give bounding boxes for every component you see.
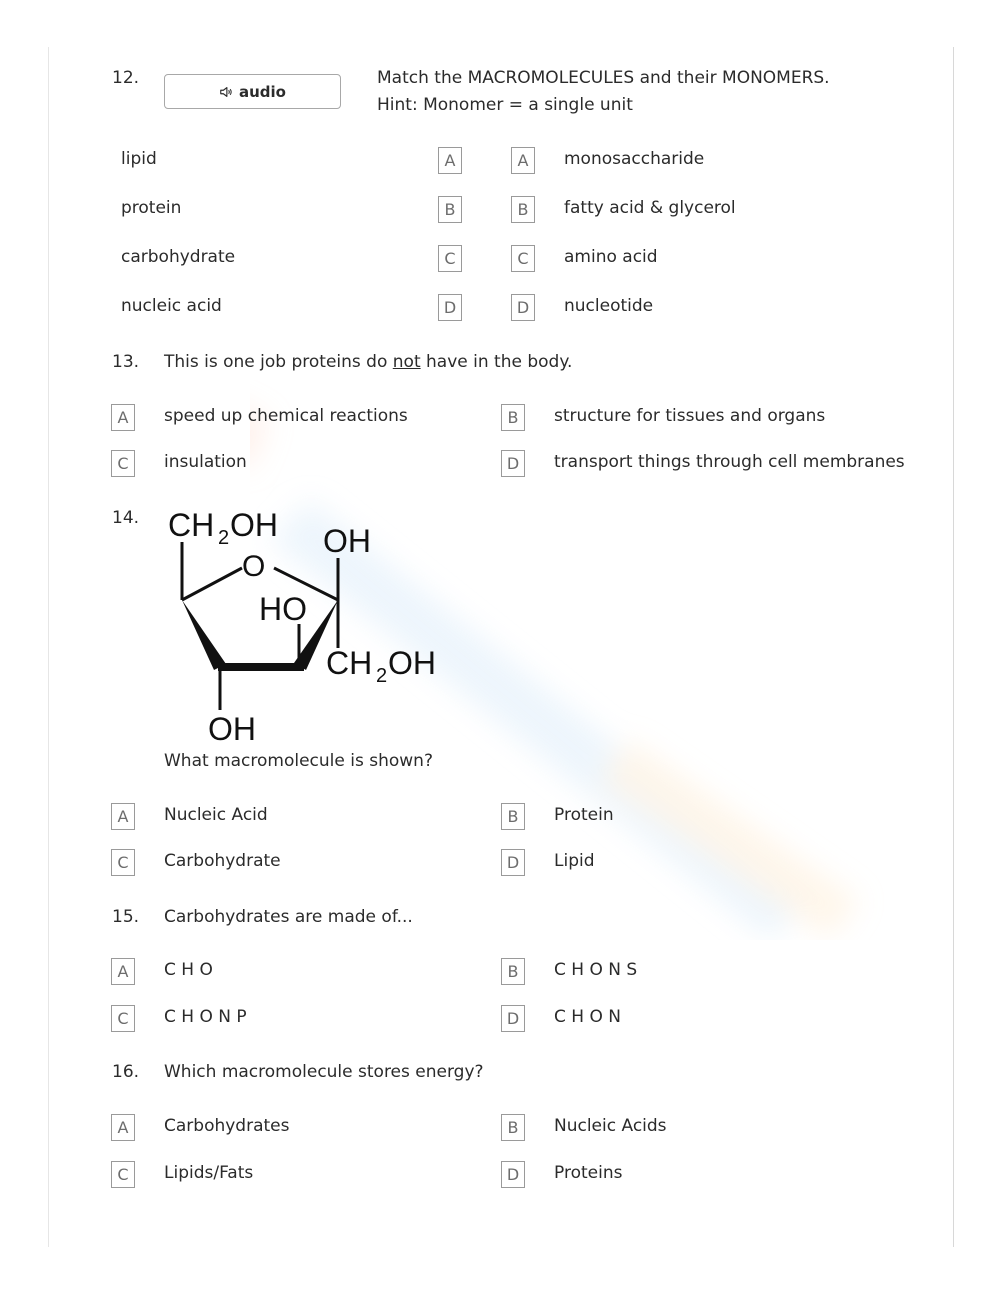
match-left-item: protein [121,198,182,218]
letter-box-a: A [511,147,535,174]
answer-box-a[interactable]: A [438,147,462,174]
option-a-text: Carbohydrates [164,1116,290,1136]
answer-box-b[interactable]: B [438,196,462,223]
letter-box-b: B [511,196,535,223]
svg-text:HO: HO [259,591,307,627]
audio-button[interactable] [164,74,341,109]
match-left-item: nucleic acid [121,296,222,316]
prompt-text: This is one job proteins do [164,352,393,372]
question-13-number: 13. [112,352,140,372]
option-d-box[interactable]: D [501,450,525,477]
option-a-box[interactable]: A [111,803,135,830]
option-c-text: Lipids/Fats [164,1163,254,1183]
match-right-item: nucleotide [564,296,654,316]
option-a-box[interactable]: A [111,958,135,985]
option-d-box[interactable]: D [501,1161,525,1188]
option-b-text: Protein [554,805,614,825]
svg-text:CH: CH [326,645,373,681]
option-c-box[interactable]: C [111,1005,135,1032]
match-right-item: amino acid [564,247,658,267]
answer-box-d[interactable]: D [438,294,462,321]
svg-text:OH: OH [323,523,371,559]
page-border-right [953,47,954,1247]
fructose-structure-diagram [160,500,460,750]
option-b-text: C H O N S [554,960,638,980]
question-14-number: 14. [112,508,140,528]
question-16-number: 16. [112,1062,140,1082]
option-c-text: C H O N P [164,1007,247,1027]
letter-box-d: D [511,294,535,321]
svg-text:OH: OH [388,645,436,681]
option-b-box[interactable]: B [501,803,525,830]
option-d-text: Lipid [554,851,595,871]
question-15-number: 15. [112,907,140,927]
option-d-text: C H O N [554,1007,621,1027]
option-c-text: Carbohydrate [164,851,281,871]
option-d-box[interactable]: D [501,849,525,876]
answer-box-c[interactable]: C [438,245,462,272]
option-c-box[interactable]: C [111,849,135,876]
option-b-text: structure for tissues and organs [554,406,826,426]
option-a-box[interactable]: A [111,404,135,431]
svg-text:2: 2 [376,665,388,687]
option-b-box[interactable]: B [501,958,525,985]
svg-text:OH: OH [208,711,256,747]
match-right-item: fatty acid & glycerol [564,198,736,218]
option-a-box[interactable]: A [111,1114,135,1141]
option-b-box[interactable]: B [501,404,525,431]
option-a-text: Nucleic Acid [164,805,268,825]
option-d-text: Proteins [554,1163,623,1183]
option-a-text: C H O [164,960,213,980]
match-left-item: lipid [121,149,157,169]
option-c-box[interactable]: C [111,450,135,477]
option-c-box[interactable]: C [111,1161,135,1188]
option-d-box[interactable]: D [501,1005,525,1032]
match-right-item: monosaccharide [564,149,705,169]
question-12-hint: Hint: Monomer = a single unit [377,95,633,115]
svg-text:CH: CH [168,507,215,543]
option-d-text: transport things through cell membranes [554,452,905,472]
question-12-prompt: Match the MACROMOLECULES and their MONOMERS. [377,68,830,88]
svg-text:O: O [242,550,266,583]
option-c-text: insulation [164,452,247,472]
speaker-icon [219,85,233,99]
audio-button-label: audio [239,82,286,101]
option-b-text: Nucleic Acids [554,1116,667,1136]
match-left-item: carbohydrate [121,247,236,267]
question-15-prompt: Carbohydrates are made of... [164,907,413,927]
svg-text:2: 2 [218,527,230,549]
question-16-prompt: Which macromolecule stores energy? [164,1062,484,1082]
option-b-box[interactable]: B [501,1114,525,1141]
letter-box-c: C [511,245,535,272]
page-border-left [48,47,49,1247]
svg-text:OH: OH [230,507,278,543]
prompt-emphasis: not [392,352,421,372]
prompt-text: have in the body. [420,352,573,372]
question-14-prompt: What macromolecule is shown? [164,751,433,771]
option-a-text: speed up chemical reactions [164,406,408,426]
question-12-number: 12. [112,68,140,88]
question-13-prompt [164,352,572,372]
